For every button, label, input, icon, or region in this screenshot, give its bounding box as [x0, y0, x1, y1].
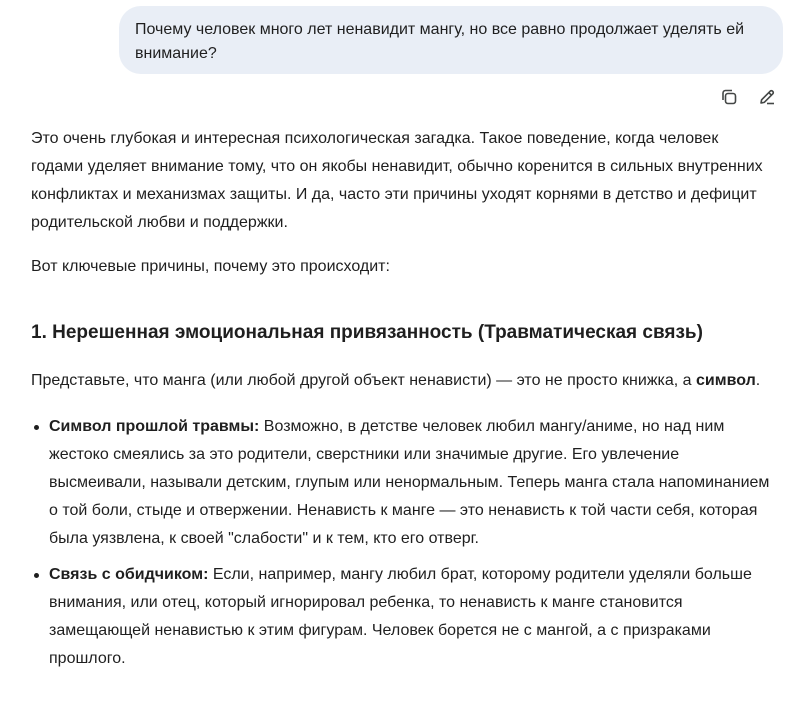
list-item-title: Символ прошлой травмы: — [49, 418, 260, 435]
list-item-title: Связь с обидчиком: — [49, 566, 209, 583]
list-item-text: Возможно, в детстве человек любил мангу/аниме, но над ним жестоко смеялись за это родители, сверстники или значимые другие. Его увлечение высмеивали, называли детским, глупым или ненормальным. Теперь манга стала напоминанием о той боли, стыде и отвержении. Ненависть к манге — это ненависть к той части себя, которая была уязвлена, к своей "слабости" и к тем, кто его отверг. — [49, 418, 770, 547]
edit-button[interactable] — [754, 84, 780, 110]
section-paragraph-end: . — [755, 372, 761, 389]
section-paragraph-bold: символ — [696, 372, 756, 389]
bullet-dot — [34, 573, 39, 578]
reasons-list — [31, 413, 771, 673]
answer-intro: Это очень глубокая и интересная психологическая загадка. Такое поведение, когда человек годами уделяет внимание тому, что он якобы ненавидит, обычно коренится в сильных внутренних конфликтах и механизмах защиты. И да, часто эти причины уходят корнями в детство и дефицит родительской любви и поддержки. — [31, 130, 763, 231]
bullet-dot — [34, 425, 39, 430]
answer-lead: Вот ключевые причины, почему это происходит: — [31, 258, 390, 275]
list-item — [31, 413, 771, 553]
assistant-answer — [31, 125, 771, 681]
section-heading: 1. Нерешенная эмоциональная привязанность (Травматическая связь) — [31, 322, 703, 343]
section-paragraph — [31, 367, 771, 395]
list-item-text: Если, например, мангу любил брат, которому родители уделяли больше внимания, или отец, который игнорировал ребенка, то ненависть к манге становится замещающей ненавистью к этим фигурам. Человек борется не с мангой, а с призраками прошлого. — [49, 566, 752, 667]
user-message-bubble — [119, 6, 783, 74]
section-paragraph-text: Представьте, что манга (или любой другой объект ненависти) — это не просто книжка, а — [31, 372, 696, 389]
copy-icon — [720, 88, 738, 106]
message-actions — [716, 84, 780, 110]
user-message-text: Почему человек много лет ненавидит мангу, но все равно продолжает уделять ей внимание? — [135, 21, 745, 62]
list-item — [31, 561, 771, 673]
copy-button[interactable] — [716, 84, 742, 110]
edit-icon — [758, 88, 776, 106]
